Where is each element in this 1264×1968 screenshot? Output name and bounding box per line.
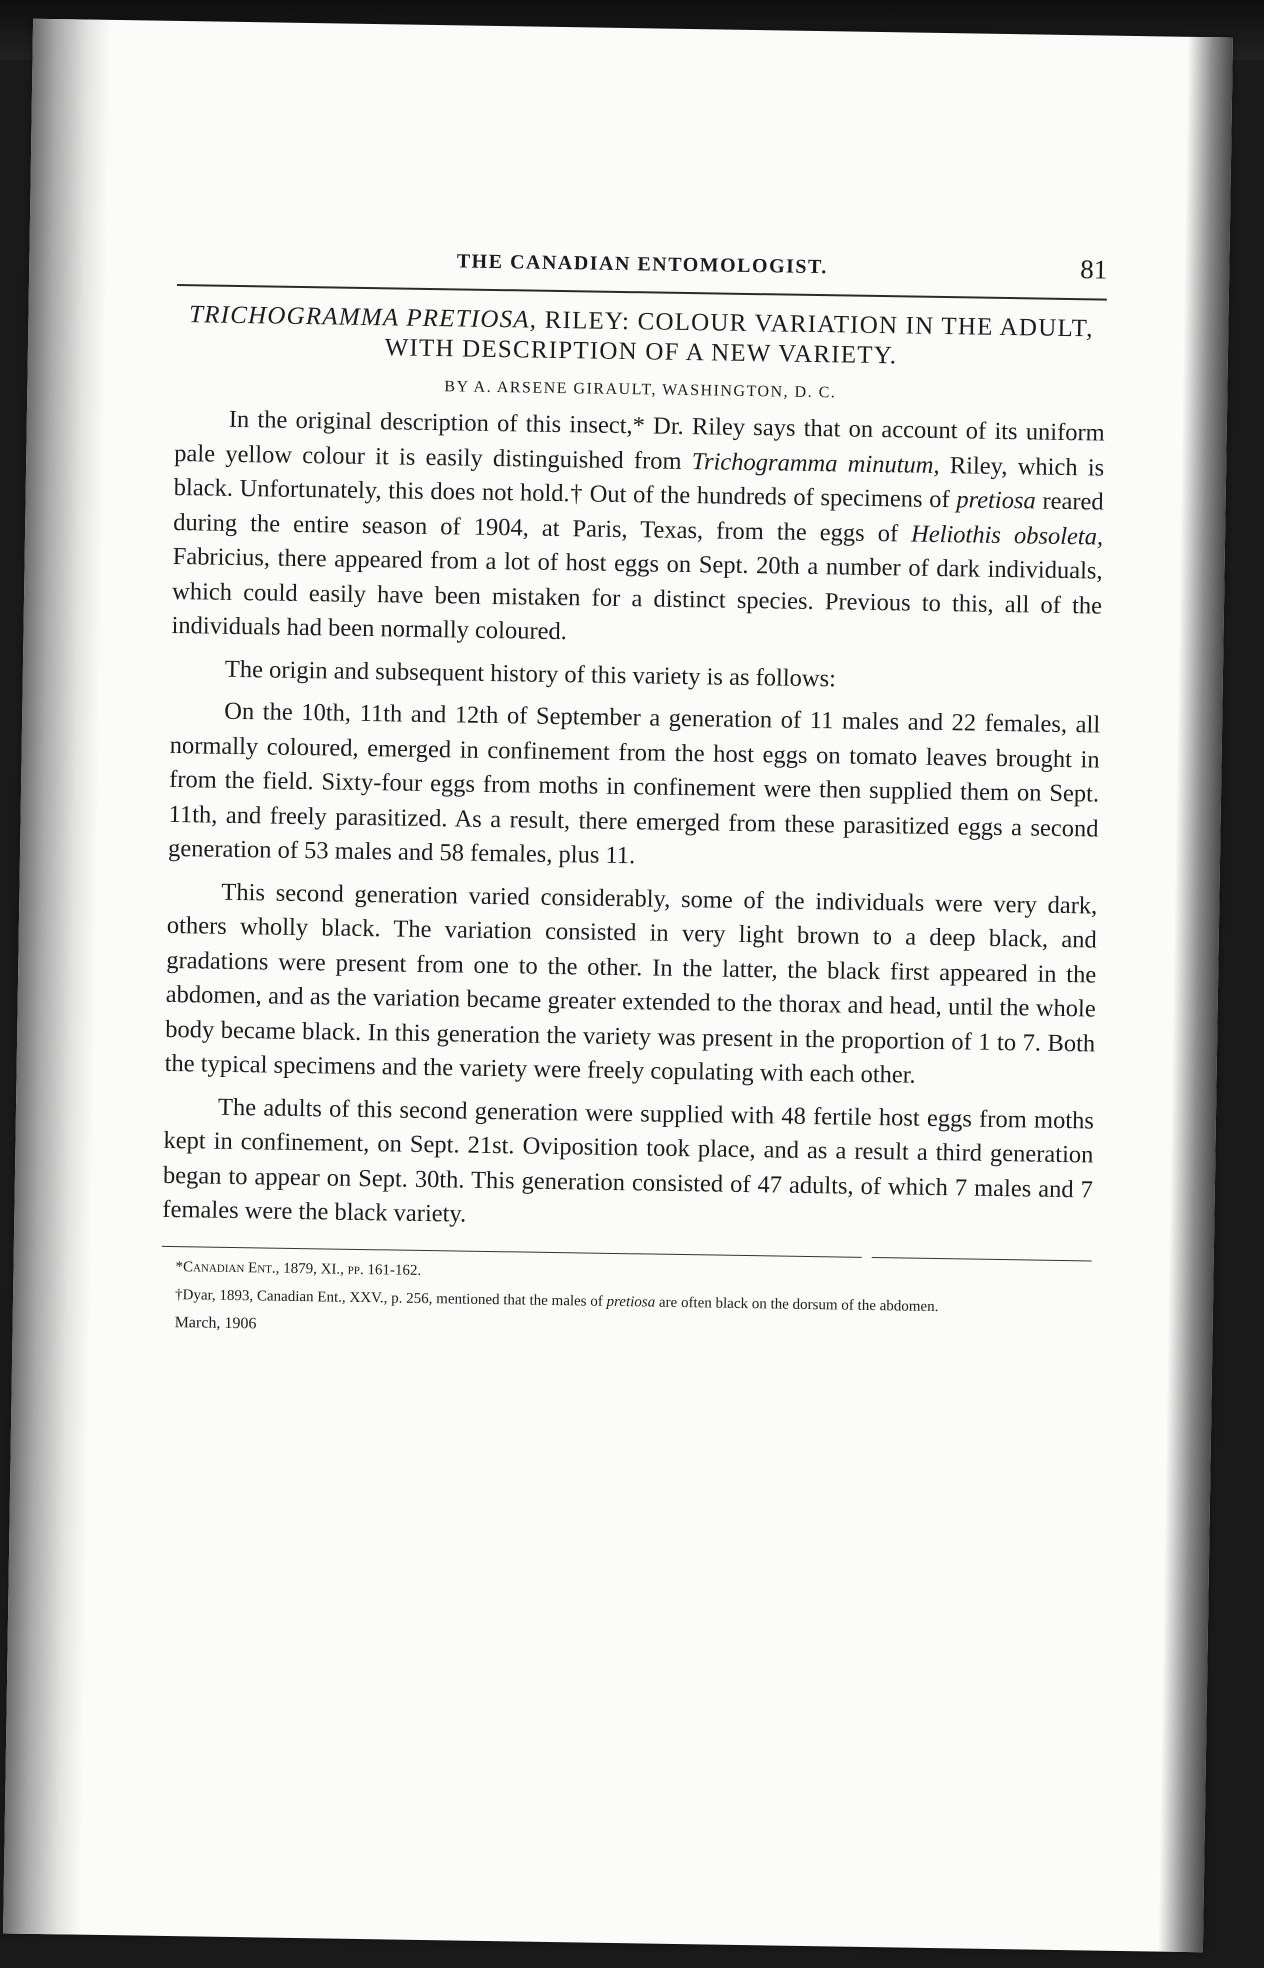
article-body <box>162 402 1105 1242</box>
paragraph-4: This second generation varied considerably, some of the individuals were very dark, others wholly black. The variation consisted in very light brown to a deep black, and gradations were present from one to the other. In the latter, the black first appeared in the abdomen, and as the variation became greater extended to the thorax and head, until the whole body became black. In this generation the variety was present in the proportion of 1 to 7. Both the typical specimens and the variety were freely copulating with each other. <box>164 878 1098 1089</box>
paragraph-1 <box>171 402 1105 658</box>
paragraph-1-text-c: reared during the entire season of 1904, at Paris, Texas, from the eggs of <box>173 487 1104 548</box>
paragraph-3: On the 10th, 11th and 12th of September a generation of 11 males and 22 females, all normally coloured, emerged in confinement from the host eggs on tomato leaves brought in from the field. Sixty-four eggs from moths in confinement were then supplied them on Sept. 11th, and freely parasitized. As a result, there emerged from these parasitized eggs a second generation of 53 males and 58 females, plus 11. <box>167 697 1101 870</box>
page-edge-shadow <box>1158 37 1233 1952</box>
paragraph-1-text-a: In the original description of this insect,* Dr. Riley says that on account of its uniform pale yellow colour it is easily distinguished from <box>174 405 1105 475</box>
footnote-2-text-b: are often black on the dorsum of the abdomen. <box>655 1294 939 1315</box>
byline: BY A. ARSENE GIRAULT, WASHINGTON, D. C. <box>444 378 837 402</box>
species-name-pretiosa: pretiosa <box>956 486 1036 515</box>
running-head <box>177 236 1108 301</box>
paragraph-2: The origin and subsequent history of this variety is as follows: <box>224 655 837 692</box>
paragraph-5: The adults of this second generation were supplied with 48 fertile host eggs from moths kept in confinement, on Sept. 21st. Oviposition took place, and as a result a third generation began to appear on Sept. 30th. This generation consisted of 47 adults, of which 7 males and 7 females were the black variety. <box>162 1093 1095 1228</box>
paragraph-1-text-b: Riley, which is black. Unfortunately, this does not hold.† Out of the hundreds of specimens of <box>173 451 1105 514</box>
journal-title: THE CANADIAN ENTOMOLOGIST. <box>456 250 829 279</box>
footnote-rule-right <box>872 1257 1092 1261</box>
footnote-2-species: pretiosa <box>606 1293 656 1311</box>
book-page <box>3 19 1233 1953</box>
article-title <box>176 300 1107 375</box>
paragraph-1-text-d: Fabricius, there appeared from a lot of host eggs on Sept. 20th a number of dark individuals, which could easily have been mistaken for a distinct species. Previous to this, all of the individuals had been normally coloured. <box>171 542 1103 646</box>
species-name-heliothis: Heliothis obsoleta, <box>910 520 1104 551</box>
article-title-rest: RILEY: COLOUR VARIATION IN THE ADULT, WITH DESCRIPTION OF A NEW VARIETY. <box>384 306 1094 370</box>
issue-date: March, 1906 <box>174 1313 257 1332</box>
footnote-2-text-a: †Dyar, 1893, Canadian Ent., XXV., p. 256, mentioned that the males of <box>174 1286 607 1310</box>
page-content <box>161 236 1108 1346</box>
page-number: 81 <box>1080 254 1108 285</box>
species-name-minutum: Trichogramma minutum, <box>691 447 940 479</box>
article-title-species: TRICHOGRAMMA PRETIOSA, <box>188 301 538 334</box>
footnotes <box>161 1257 1092 1346</box>
footnote-1: *Canadian Ent., 1879, XI., pp. 161-162. <box>175 1258 422 1279</box>
footnote-rule-left <box>162 1245 862 1257</box>
gutter-shadow <box>3 19 111 1935</box>
footnote-2 <box>161 1285 1091 1318</box>
